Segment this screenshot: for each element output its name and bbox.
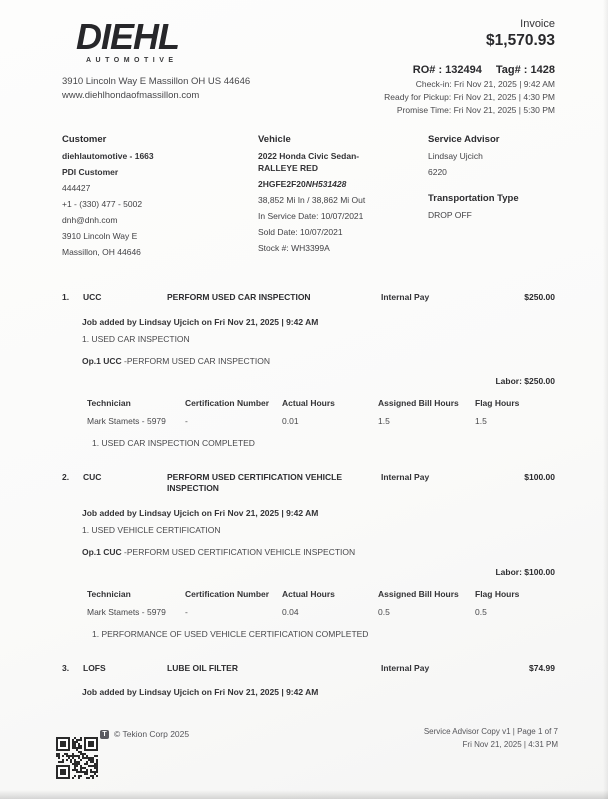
job-title-row	[62, 472, 555, 495]
job-pay-type: Internal Pay	[381, 471, 430, 482]
job-operation	[82, 356, 555, 367]
operation-code: Op.1 UCC	[82, 355, 122, 366]
customer-address-line1: 3910 Lincoln Way E	[62, 231, 138, 241]
customer-heading: Customer	[62, 134, 107, 145]
vehicle-heading: Vehicle	[258, 134, 291, 145]
transportation-type-heading: Transportation Type	[428, 192, 519, 204]
copy-page-info: Service Advisor Copy v1 | Page 1 of 7	[423, 727, 558, 736]
col-assigned-bill-hours: Assigned Bill Hours	[378, 397, 459, 408]
job-code: CUC	[83, 471, 102, 482]
tekion-copyright	[100, 729, 189, 739]
col-assigned-bill-hours: Assigned Bill Hours	[378, 588, 459, 599]
vehicle-stock-number: Stock #: WH3399A	[258, 242, 330, 253]
job-description: LUBE OIL FILTER	[167, 662, 238, 673]
job-number: 2.	[62, 471, 70, 482]
col-technician: Technician	[87, 397, 131, 408]
customer-column	[62, 134, 258, 263]
job-body	[82, 317, 555, 367]
job-number: 1.	[62, 292, 70, 302]
operation-code: Op.1 CUC	[82, 546, 122, 557]
job-description: PERFORM USED CAR INSPECTION	[167, 292, 311, 302]
customer-number: 444427	[62, 183, 91, 193]
job-pay-type: Internal Pay	[381, 662, 430, 673]
customer-address-line2: Massillon, OH 44646	[62, 247, 141, 257]
customer-name: diehlautomotive - 1663	[62, 151, 154, 161]
technician-name: Mark Stamets - 5979	[87, 415, 166, 426]
col-flag-hours: Flag Hours	[475, 397, 520, 408]
job-amount: $74.99	[529, 662, 555, 673]
transportation-type-value: DROP OFF	[428, 209, 472, 220]
technician-table-header	[87, 589, 555, 600]
col-actual-hours: Actual Hours	[282, 588, 335, 599]
diehl-logo	[62, 18, 250, 64]
vehicle-mileage: 38,852 Mi In / 38,862 Mi Out	[258, 194, 366, 205]
vehicle-column	[258, 134, 428, 263]
job-title-row	[62, 292, 555, 304]
info-section	[62, 134, 555, 263]
job-labor-total: Labor: $250.00	[495, 375, 555, 386]
page-header	[62, 14, 555, 117]
operation-description: -PERFORM USED CAR INSPECTION	[124, 355, 270, 366]
certification-number: -	[185, 606, 188, 617]
job-pay-type: Internal Pay	[381, 292, 430, 302]
service-advisor-heading: Service Advisor	[428, 134, 500, 145]
job-body	[82, 687, 555, 698]
job-concern: 1. USED CAR INSPECTION	[82, 333, 190, 344]
job-added-line: Job added by Lindsay Ujcich on Fri Nov 21, 2025 | 9:42 AM	[82, 687, 319, 697]
col-technician: Technician	[87, 588, 131, 599]
advisor-column	[428, 134, 555, 263]
dealer-website: www.diehlhondaofmassillon.com	[62, 90, 200, 101]
vehicle-vin	[258, 179, 374, 191]
technician-table	[87, 398, 555, 427]
actual-hours: 0.04	[282, 606, 299, 617]
promise-time: Promise Time: Fri Nov 21, 2025 | 5:30 PM	[396, 105, 555, 115]
qr-code	[56, 737, 98, 779]
ready-time: Ready for Pickup: Fri Nov 21, 2025 | 4:30 PM	[384, 92, 555, 102]
job-code: UCC	[83, 292, 102, 302]
assigned-bill-hours: 1.5	[378, 415, 390, 426]
job-story-line: 1. PERFORMANCE OF USED VEHICLE CERTIFICATION COMPLETED	[92, 628, 369, 639]
certification-number: -	[185, 415, 188, 426]
checkin-time: Check-in: Fri Nov 21, 2025 | 9:42 AM	[415, 79, 555, 89]
actual-hours: 0.01	[282, 415, 299, 426]
job-amount: $100.00	[524, 471, 555, 482]
job-concern: 1. USED VEHICLE CERTIFICATION	[82, 524, 221, 535]
ro-tag-line	[384, 63, 555, 78]
copyright-text: © Tekion Corp 2025	[114, 729, 190, 739]
dealer-block	[62, 14, 250, 103]
advisor-number: 6220	[428, 167, 447, 177]
vehicle-model: 2022 Honda Civic Sedan-RALLEYE RED	[258, 151, 360, 173]
advisor-name: Lindsay Ujcich	[428, 151, 483, 161]
dealer-logo-text: DIEHL	[76, 16, 179, 57]
technician-table-row	[87, 416, 555, 427]
vin-suffix: NH531428	[305, 178, 347, 189]
technician-table	[87, 589, 555, 618]
tekion-logo-icon: T	[100, 730, 109, 739]
job-operation	[82, 547, 555, 558]
tag-number: Tag# : 1428	[495, 64, 555, 76]
jobs-section	[62, 292, 555, 698]
ro-number: RO# : 132494	[412, 64, 482, 76]
invoice-summary	[384, 14, 555, 117]
footer-print-info	[424, 726, 558, 751]
col-certification-number: Certification Number	[185, 397, 270, 408]
col-flag-hours: Flag Hours	[475, 588, 520, 599]
job-item-1	[62, 292, 555, 449]
printed-timestamp: Fri Nov 21, 2025 | 4:31 PM	[462, 739, 558, 749]
customer-email: dnh@dnh.com	[62, 215, 118, 225]
dealer-address: 3910 Lincoln Way E Massillon OH US 44646	[62, 76, 251, 87]
job-number: 3.	[62, 662, 70, 673]
operation-description: -PERFORM USED CERTIFICATION VEHICLE INSPECTION	[124, 546, 356, 557]
flag-hours: 0.5	[475, 606, 487, 617]
job-added-line: Job added by Lindsay Ujcich on Fri Nov 21, 2025 | 9:42 AM	[82, 316, 319, 327]
job-body	[82, 508, 555, 558]
vehicle-in-service-date: In Service Date: 10/07/2021	[258, 210, 364, 221]
job-item-2	[62, 472, 555, 640]
job-added-line: Job added by Lindsay Ujcich on Fri Nov 21, 2025 | 9:42 AM	[82, 507, 319, 518]
dealer-logo-subtext: AUTOMOTIVE	[86, 57, 178, 64]
col-certification-number: Certification Number	[185, 588, 270, 599]
job-item-3	[62, 663, 555, 699]
job-labor-total: Labor: $100.00	[495, 566, 555, 577]
technician-name: Mark Stamets - 5979	[87, 606, 166, 617]
technician-table-header	[87, 398, 555, 409]
col-actual-hours: Actual Hours	[282, 397, 335, 408]
job-story-line: 1. USED CAR INSPECTION COMPLETED	[92, 437, 255, 448]
assigned-bill-hours: 0.5	[378, 606, 390, 617]
job-description: PERFORM USED CERTIFICATION VEHICLE INSPECTION	[167, 471, 343, 493]
customer-type: PDI Customer	[62, 167, 119, 177]
invoice-label: Invoice	[520, 18, 555, 30]
technician-table-row	[87, 607, 555, 618]
job-title-row	[62, 663, 555, 675]
flag-hours: 1.5	[475, 415, 487, 426]
vin-prefix: 2HGFE2F20	[258, 178, 306, 189]
vehicle-sold-date: Sold Date: 10/07/2021	[258, 226, 343, 237]
invoice-amount: $1,570.93	[486, 32, 555, 49]
customer-phone: +1 - (330) 477 - 5002	[62, 199, 143, 209]
job-amount: $250.00	[524, 292, 555, 302]
job-code: LOFS	[83, 662, 106, 673]
